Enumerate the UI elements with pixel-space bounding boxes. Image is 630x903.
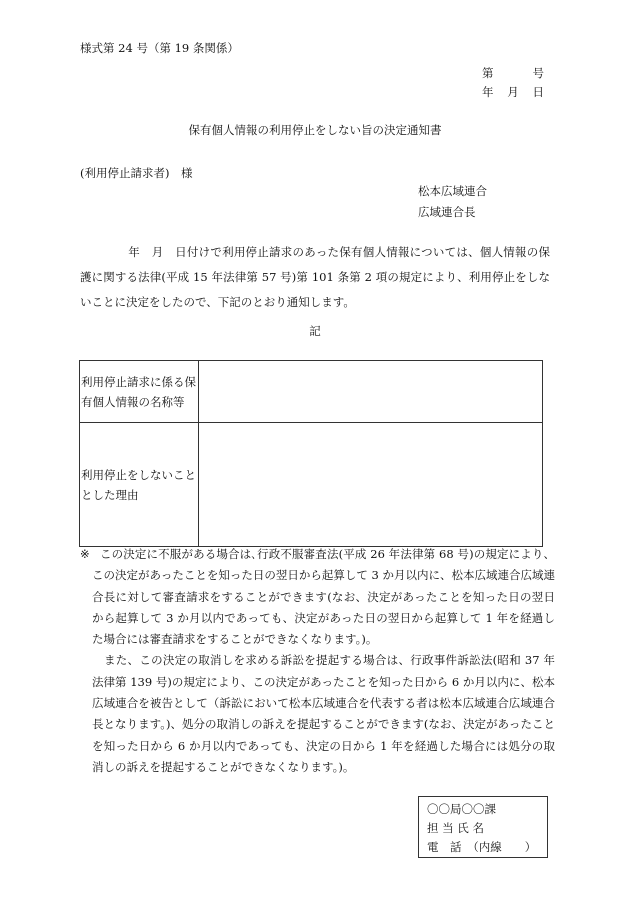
row1-value — [199, 361, 543, 423]
contact-phone: 電 話 （内線 ） — [427, 840, 537, 854]
document-date — [482, 84, 544, 100]
table-row — [80, 423, 543, 547]
date-day: 日 — [532, 85, 544, 99]
note-mark: ※ — [80, 547, 90, 561]
body-text — [80, 240, 550, 315]
row2-value — [199, 423, 543, 547]
note-paragraph-2: また、この決定の取消しを求める訴訟を提起する場合は、行政事件訴訟法(昭和 37 年法律第 139 号)の規定により、この決定があったことを知った日から 6 か月以内に、松本広域連合を被告として（訴訟において松本広域連合を代表する者は松本広域連合広域連合長となります。)、処分の取消しの訴えを提起することができます(なお、決定があったことを知った日から 6 か月以内であっても、決定の日から 1 年を経過した場合には処分の取消しの訴えを提起することができなくなります。)。 — [92, 653, 555, 774]
sender-org: 松本広域連合 — [418, 184, 487, 198]
row1-label: 利用停止請求に係る保有個人情報の名称等 — [80, 361, 199, 423]
note-paragraph-1: この決定に不服がある場合は､行政不服審査法(平成 26 年法律第 68 号)の規定により、この決定があったことを知った日の翌日から起算して 3 か月以内に、松本広域連合広域連合長に対して審査請求をすることができます(なお、決定があったことを知った日の翌日から起算して 3 か月以内であっても、決定があった日の翌日から起算して 1 年を経過した場合には審査請求をすることができなくなります。)。 — [92, 547, 556, 647]
table-row — [80, 361, 543, 423]
number-label-go: 号 — [532, 66, 544, 80]
form-number: 様式第 24 号（第 19 条関係） — [80, 41, 239, 55]
date-year: 年 — [482, 85, 494, 99]
contact-box — [418, 796, 548, 858]
contact-person: 担 当 氏 名 — [427, 821, 484, 835]
sender-title: 広域連合長 — [418, 205, 476, 219]
number-label-dai: 第 — [482, 66, 494, 80]
ki-heading: 記 — [309, 324, 321, 338]
row2-label: 利用停止をしないこととした理由 — [80, 423, 199, 547]
date-month: 月 — [507, 85, 519, 99]
recipient: (利用停止請求者) 様 — [80, 166, 193, 180]
document-title: 保有個人情報の利用停止をしない旨の決定通知書 — [188, 123, 442, 137]
document-number — [482, 65, 544, 81]
info-table — [79, 360, 543, 547]
body-content: 年 月 日付けで利用停止請求のあった保有個人情報については、個人情報の保護に関する法律(平成 15 年法律第 57 号)第 101 条第 2 項の規定により、利用停止をしないことに決定をしたので、下記のとおり通知します。 — [80, 245, 550, 309]
contact-department: 〇〇局〇〇課 — [427, 802, 496, 816]
notes — [80, 544, 555, 778]
